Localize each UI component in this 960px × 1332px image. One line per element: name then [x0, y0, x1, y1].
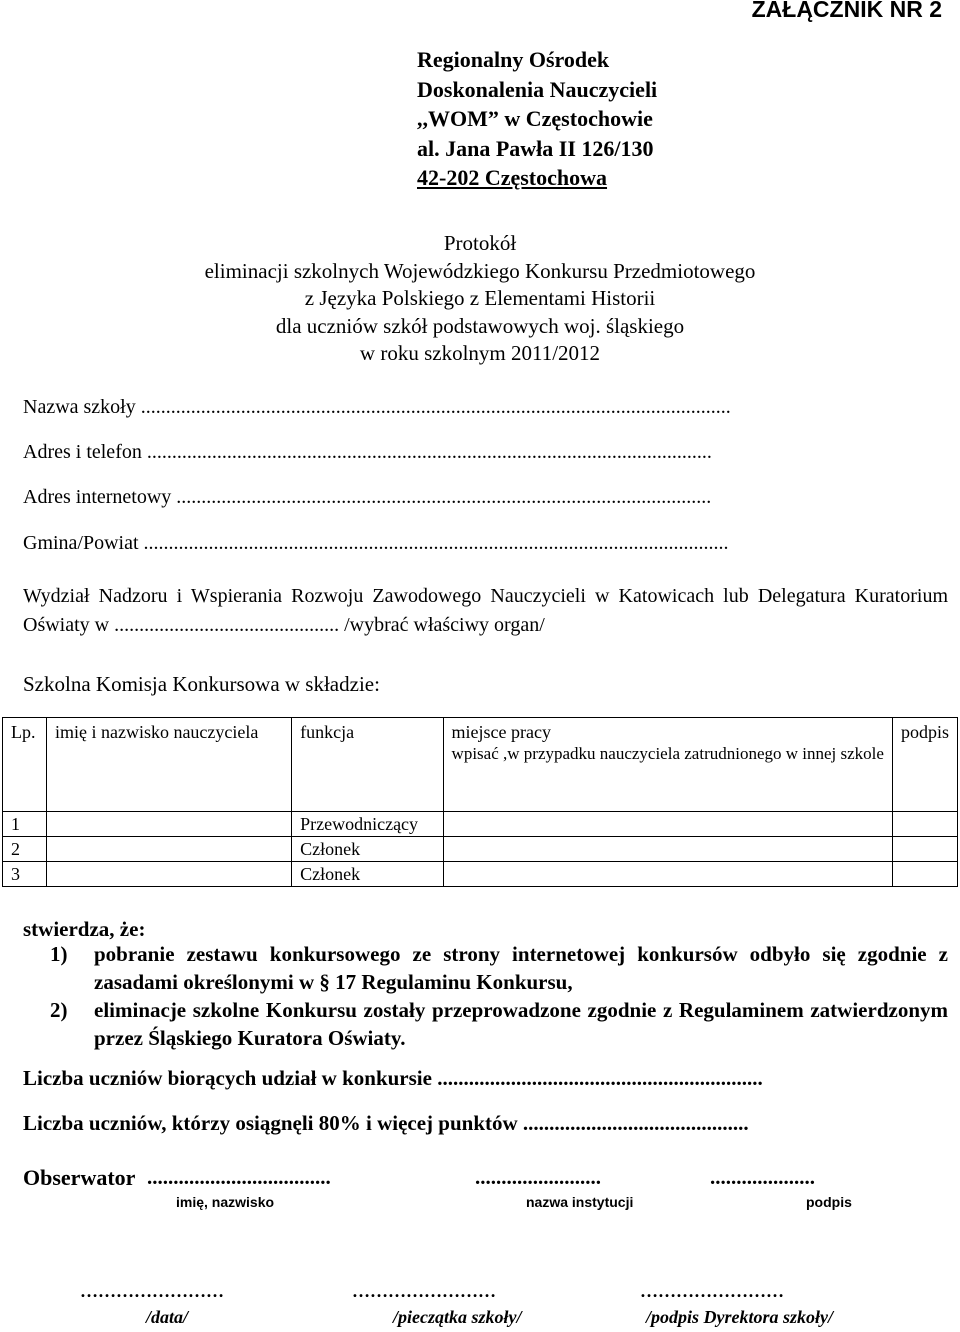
org-line: Doskonalenia Nauczycieli	[417, 76, 658, 102]
table-row	[3, 837, 958, 862]
statement-list	[50, 940, 948, 1052]
row-workplace-cell	[443, 862, 892, 887]
row-function: Członek	[292, 862, 443, 887]
supervision-office-text: Wydział Nadzoru i Wspierania Rozwoju Zawodowego Nauczycieli w Katowicach lub Delegatura Kuratorium Oświaty w ............................................. /wybrać właściwy organ/	[23, 585, 948, 636]
header-signature: podpis	[892, 718, 957, 812]
list-item-number: 2)	[50, 998, 68, 1022]
date-caption: /data/	[146, 1307, 189, 1327]
list-item-text: pobranie zestawu konkursowego ze strony internetowej konkursów odbyło się zgodnie z zasadami określonymi w § 17 Regulaminu Konkursu,	[94, 942, 948, 994]
statement-intro: stwierdza, że:	[23, 917, 146, 941]
school-name-field: Nazwa szkoły ......................................................................................................................	[23, 396, 731, 418]
org-line: 42-202 Częstochowa	[417, 165, 608, 190]
row-signature-cell	[892, 812, 957, 837]
observer-institution-dots: ........................	[475, 1165, 601, 1189]
row-signature-cell	[892, 837, 957, 862]
committee-heading: Szkolna Komisja Konkursowa w składzie:	[23, 672, 380, 696]
director-line: ……………………	[640, 1281, 784, 1301]
row-function: Członek	[292, 837, 443, 862]
title-line: w roku szkolnym 2011/2012	[359, 341, 601, 365]
date-line: ……………………	[80, 1281, 224, 1301]
director-caption: /podpis Dyrektora szkoły/	[646, 1307, 833, 1327]
stamp-line: ……………………	[352, 1281, 496, 1301]
table-row	[3, 862, 958, 887]
caption-name: imię, nazwisko	[176, 1194, 275, 1210]
row-name-cell	[46, 837, 291, 862]
row-lp: 2	[3, 837, 47, 862]
header-workplace	[443, 718, 892, 812]
header-workplace-note: wpisać ,w przypadku nauczyciela zatrudnionego w innej szkole	[451, 744, 884, 763]
list-item-number: 1)	[50, 942, 68, 966]
title-line: dla uczniów szkół podstawowych woj. śląskiego	[275, 313, 685, 338]
org-line: Regionalny Ośrodek	[417, 47, 610, 72]
organization-address	[417, 45, 657, 193]
header-workplace-label: miejsce pracy	[451, 722, 551, 742]
org-line: ,,WOM” w Częstochowie	[417, 106, 653, 131]
observer-signature-dots: ....................	[710, 1165, 815, 1189]
row-signature-cell	[892, 862, 957, 887]
school-district-field: Gmina/Powiat .....................................................................................................................	[23, 532, 729, 554]
list-item	[50, 996, 948, 1052]
title-line: Protokół	[443, 231, 517, 255]
stamp-caption: /pieczątka szkoły/	[393, 1307, 522, 1327]
participants-count-field: Liczba uczniów biorących udział w konkursie ..............................................................	[23, 1066, 763, 1090]
caption-institution: nazwa instytucji	[526, 1194, 634, 1210]
caption-signature: podpis	[806, 1194, 852, 1210]
row-lp: 1	[3, 812, 47, 837]
committee-table	[2, 717, 958, 883]
table-row	[3, 812, 958, 837]
list-item	[50, 940, 948, 996]
above80-count-field: Liczba uczniów, którzy osiągnęli 80% i więcej punktów ...........................................	[23, 1111, 749, 1135]
row-name-cell	[46, 862, 291, 887]
header-name: imię i nazwisko nauczyciela	[46, 718, 291, 812]
header-lp: Lp.	[3, 718, 47, 812]
title-line: z Języka Polskiego z Elementami Historii	[304, 286, 656, 310]
row-lp: 3	[3, 862, 47, 887]
row-workplace-cell	[443, 812, 892, 837]
observer-name-dots: ...................................	[147, 1165, 331, 1189]
document-title	[0, 230, 960, 368]
school-website-field: Adres internetowy ...........................................................................................................	[23, 486, 712, 508]
org-line: al. Jana Pawła II 126/130	[417, 135, 654, 161]
row-function: Przewodniczący	[292, 812, 443, 837]
row-name-cell	[46, 812, 291, 837]
list-item-text: eliminacje szkolne Konkursu zostały przeprowadzone zgodnie z Regulaminem zatwierdzonym przez Śląskiego Kuratora Oświaty.	[94, 998, 948, 1050]
header-function: funkcja	[292, 718, 443, 812]
table-header-row	[3, 718, 958, 812]
row-workplace-cell	[443, 837, 892, 862]
observer-label: Obserwator	[23, 1165, 136, 1190]
annex-label: ZAŁĄCZNIK NR 2	[751, 0, 942, 22]
title-line: eliminacji szkolnych Wojewódzkiego Konkursu Przedmiotowego	[204, 258, 756, 283]
school-address-field: Adres i telefon .................................................................................................................	[23, 441, 712, 463]
